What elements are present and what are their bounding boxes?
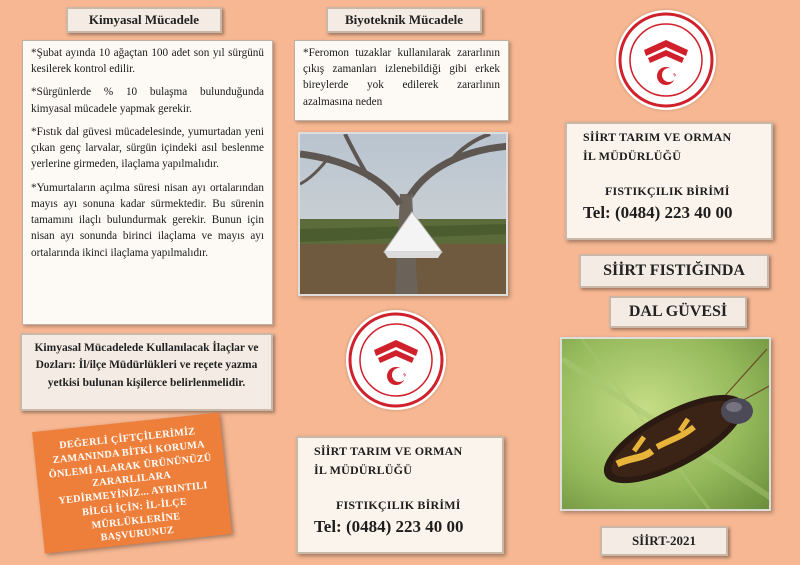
year-label: SİİRT-2021 xyxy=(600,526,728,556)
paragraph-1: *Şubat ayında 10 ağaçtan 100 adet son yıl sürgünü kesilerek kontrol edilir. xyxy=(31,47,264,76)
chemical-control-textbox xyxy=(22,40,273,325)
unit-line: FISTIKÇILIK BİRİMİ xyxy=(336,498,461,512)
unit-line: FISTIKÇILIK BİRİMİ xyxy=(605,184,730,198)
ministry-logo-middle xyxy=(346,310,446,410)
phone-number: Tel: (0484) 223 40 00 xyxy=(314,517,464,536)
ministry-logo-icon xyxy=(346,310,446,410)
moth-photo xyxy=(560,337,771,511)
contact-card-middle xyxy=(296,436,504,554)
biotech-text: *Feromon tuzaklar kullanılarak zararlının çıkış zamanları izlenebildiği gibi erkek bireylerde yok edilerek zararlının azalmasına neden xyxy=(303,47,500,108)
title-line-1: SİİRT FISTIĞINDA xyxy=(579,254,769,288)
paragraph-3: *Fıstık dal güvesi mücadelesinde, yumurtadan yeni çıkan genç larvalar, sürgün içindeki asıl beslenme yerlerine girmeden, ilaçlama yapılmalıdır. xyxy=(31,125,264,171)
ministry-logo-icon xyxy=(616,10,716,110)
paragraph-4: *Yumurtaların açılma süresi nisan ayı ortalarından mayıs ayı sonuna kadar sürmektedir. Bu sürenin tamamını ilaçlı bulundurmak gerekir. Bunun için nisan ayı sonunda birinci ilaçlama ve mayıs ayı ortalarında ikinci ilaçlama yapılmalıdır. xyxy=(31,181,264,259)
biotech-textbox xyxy=(294,40,509,121)
org-line-1: SİİRT TARIM VE ORMAN xyxy=(314,444,463,458)
middle-heading: Biyoteknik Mücadele xyxy=(326,7,482,33)
medicine-note: Kimyasal Mücadelede Kullanılacak İlaçlar ve Dozları: İl/ilçe Müdürlükleri ve reçete yazma yetkisi bulunan kişilerce belirlenmelidir. xyxy=(20,333,273,411)
left-heading: Kimyasal Mücadele xyxy=(66,7,222,33)
title-line-2: DAL GÜVESİ xyxy=(609,296,747,328)
org-line-1: SİİRT TARIM VE ORMAN xyxy=(583,130,732,144)
pheromone-trap-photo xyxy=(298,132,508,296)
warning-box: DEĞERLİ ÇİFTÇİLERİMİZ ZAMANINDA BİTKİ KORUMA ÖNLEMİ ALARAK ÜRÜNÜNÜZÜ ZARARLILARA YEDİRMEYİNİZ... AYRINTILI BİLGİ İÇİN: İL-İLÇE MÜRLÜKLERİNE BAŞVURUNUZ xyxy=(32,413,232,554)
org-line-2: İL MÜDÜRLÜĞÜ xyxy=(583,149,682,163)
ministry-logo-right xyxy=(616,10,716,110)
org-line-2: İL MÜDÜRLÜĞÜ xyxy=(314,463,413,477)
contact-card-right xyxy=(565,122,773,240)
paragraph-2: *Sürgünlerde % 10 bulaşma bulunduğunda kimyasal mücadele yapmak gerekir. xyxy=(31,86,264,115)
phone-number: Tel: (0484) 223 40 00 xyxy=(583,203,733,222)
